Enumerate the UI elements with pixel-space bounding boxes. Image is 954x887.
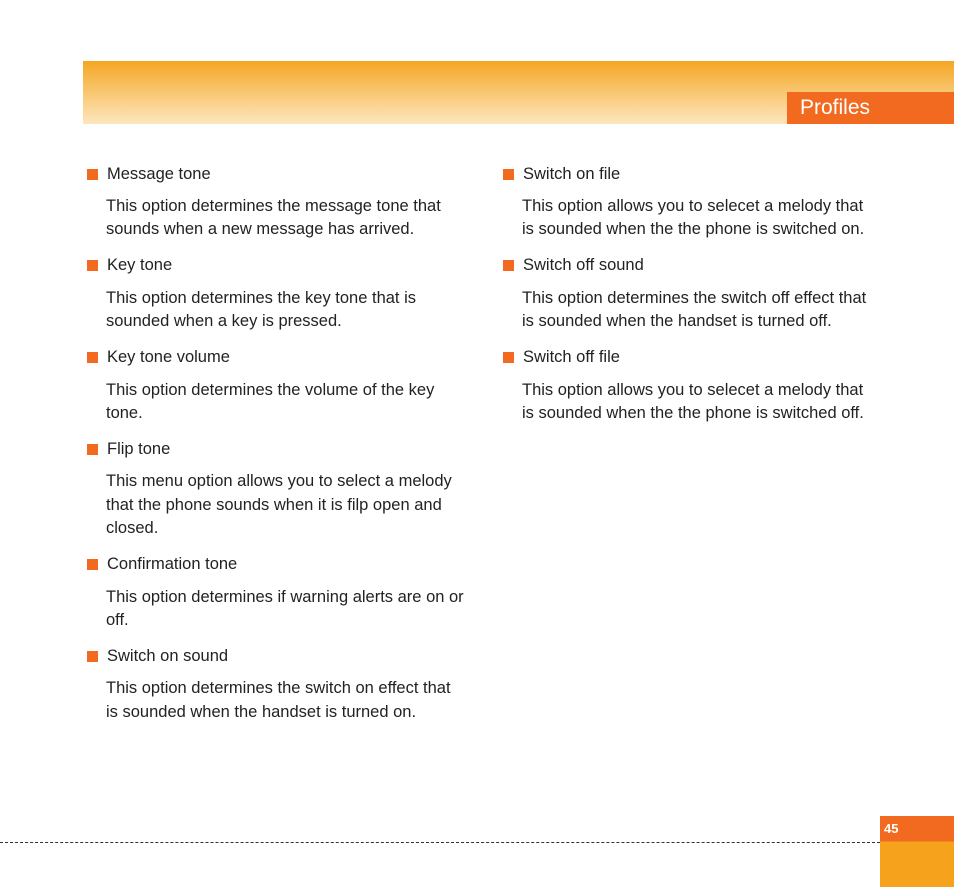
option-title: Key tone	[107, 256, 173, 275]
square-bullet-icon	[87, 260, 98, 271]
option-item	[87, 254, 467, 334]
option-item	[87, 553, 467, 633]
section-title: Profiles	[787, 92, 954, 124]
option-description: This option determines the switch on effect that is sounded when the handset is turned on.	[106, 679, 451, 721]
option-title: Switch on sound	[107, 646, 229, 665]
option-description: This option determines if warning alerts are on or off.	[106, 587, 464, 630]
option-item	[503, 254, 873, 334]
square-bullet-icon	[87, 651, 98, 662]
option-description: This option determines the key tone that is sounded when a key is pressed.	[106, 288, 417, 331]
option-title: Switch off file	[523, 348, 620, 367]
left-column	[87, 162, 467, 736]
square-bullet-icon	[503, 169, 514, 180]
option-description: This option determines the message tone that sounds when a new message has arrived.	[106, 197, 441, 239]
square-bullet-icon	[503, 260, 514, 271]
square-bullet-icon	[87, 559, 98, 570]
option-item	[87, 437, 467, 540]
option-item	[503, 346, 873, 426]
page-number-tab	[880, 816, 954, 887]
option-description: This option determines the switch off effect that is sounded when the handset is turned off.	[522, 288, 867, 331]
option-title: Flip tone	[107, 439, 171, 458]
square-bullet-icon	[87, 169, 98, 180]
option-title: Switch off sound	[523, 256, 644, 275]
option-description: This option allows you to selecet a melody that is sounded when the the phone is switched off.	[522, 380, 864, 423]
option-item	[87, 644, 467, 724]
page-number: 45	[884, 821, 899, 836]
option-item	[503, 162, 873, 242]
option-description: This option determines the volume of the key tone.	[106, 380, 435, 423]
option-title: Message tone	[107, 164, 211, 183]
option-title: Confirmation tone	[107, 555, 238, 574]
option-item	[87, 162, 467, 242]
right-column	[503, 162, 873, 437]
option-description: This menu option allows you to select a melody that the phone sounds when it is filp open and closed.	[106, 472, 452, 538]
square-bullet-icon	[503, 352, 514, 363]
option-title: Switch on file	[523, 164, 621, 183]
square-bullet-icon	[87, 352, 98, 363]
option-description: This option allows you to selecet a melody that is sounded when the the phone is switched on.	[522, 197, 865, 239]
square-bullet-icon	[87, 444, 98, 455]
option-item	[87, 346, 467, 426]
footer-dashed-divider	[0, 842, 880, 843]
option-title: Key tone volume	[107, 348, 230, 367]
